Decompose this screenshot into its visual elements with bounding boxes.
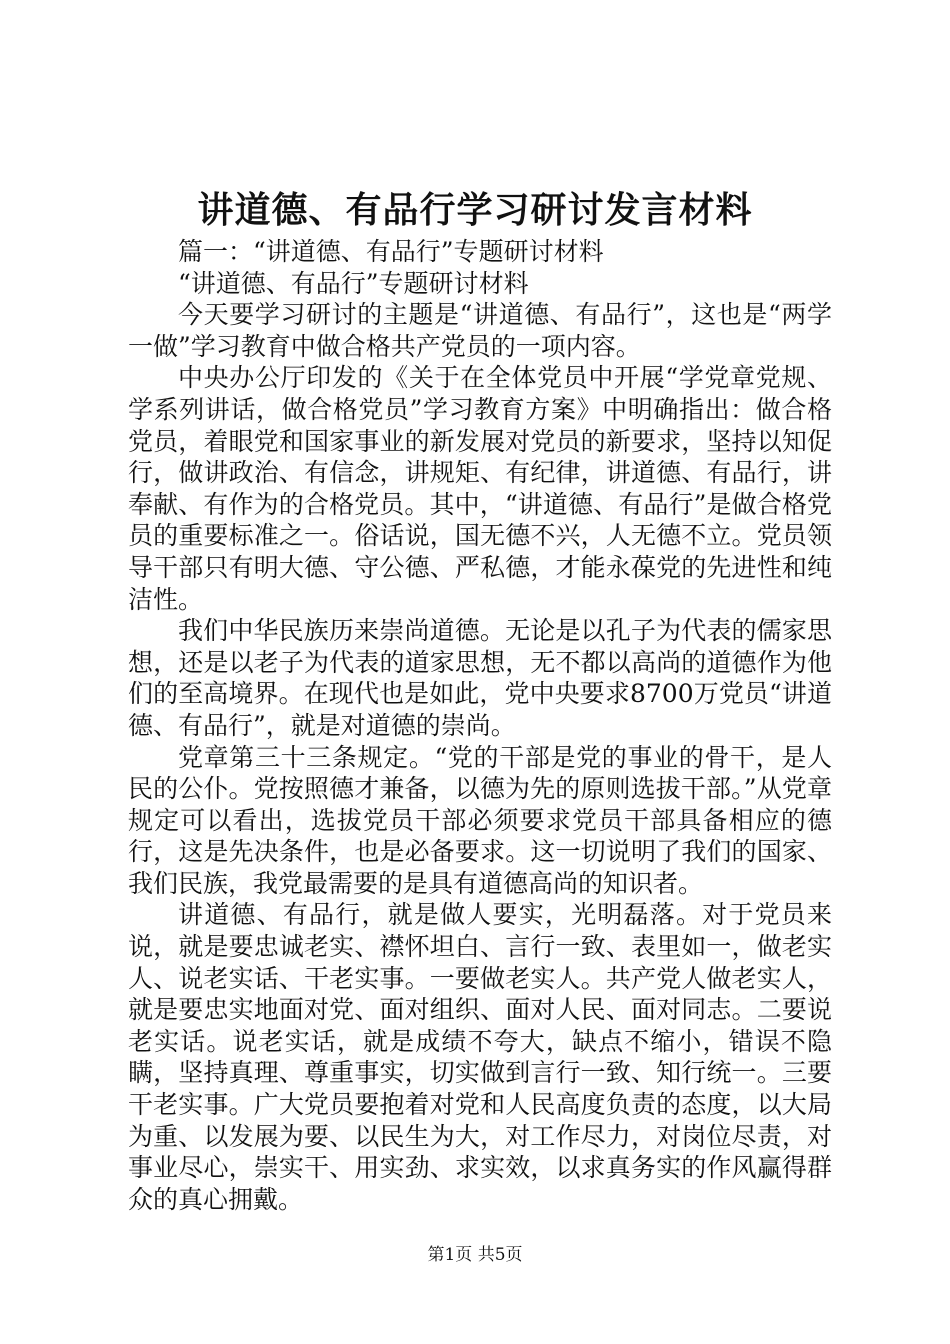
- page-footer: 第1页 共5页: [427, 1245, 523, 1265]
- section-heading: 篇一：“讲道德、有品行”专题研讨材料: [178, 237, 604, 266]
- subheading: “讲道德、有品行”专题研讨材料: [178, 268, 529, 298]
- paragraph: 讲道德、有品行，就是做人要实，光明磊落。对于党员来说，就是要忠诚老实、襟怀坦白、言行一致、表里如一，做老实人、说老实话、干老实事。一要做老实人。共产党人做老实人，就是要忠实地面对党、面对组织、面对人民、面对同志。二要说老实话。说老实话，就是成绩不夸大，缺点不缩小，错误不隐瞒，坚持真理、尊重事实，切实做到言行一致、知行统一。三要干老实事。广大党员要抱着对党和人民高度负责的态度，以大局为重、以发展为要、以民生为大，对工作尽力，对岗位尽责，对事业尽心，崇实干、用实劲、求实效，以求真务实的作风赢得群众的真心拥戴。: [128, 900, 832, 1214]
- paragraph: 我们中华民族历来崇尚道德。无论是以孔子为代表的儒家思想，还是以老子为代表的道家思想，无不都以高尚的道德作为他们的至高境界。在现代也是如此，党中央要求8700万党员“讲道德、有品行”，就是对道德的崇尚。: [128, 616, 832, 740]
- paragraph: 党章第三十三条规定。“党的干部是党的事业的骨干，是人民的公仆。党按照德才兼备，以德为先的原则选拔干部。”从党章规定可以看出，选拔党员干部必须要求党员干部具备相应的德行，这是先决条件，也是必备要求。这一切说明了我们的国家、我们民族，我党最需要的是具有道德高尚的知识者。: [128, 742, 832, 898]
- paragraph: 今天要学习研讨的主题是“讲道德、有品行”，这也是“两学一做”学习教育中做合格共产党员的一项内容。: [128, 300, 832, 361]
- document-body: [128, 236, 832, 1215]
- document-title: 讲道德、有品行学习研讨发言材料: [197, 189, 753, 231]
- paragraph: 中央办公厅印发的《关于在全体党员中开展“学党章党规、学系列讲话，做合格党员”学习教育方案》中明确指出：做合格党员，着眼党和国家事业的新发展对党员的新要求，坚持以知促行，做讲政治、有信念，讲规矩、有纪律，讲道德、有品行，讲奉献、有作为的合格党员。其中，“讲道德、有品行”是做合格党员的重要标准之一。俗话说，国无德不兴，人无德不立。党员领导干部只有明大德、守公德、严私德，才能永葆党的先进性和纯洁性。: [128, 363, 832, 614]
